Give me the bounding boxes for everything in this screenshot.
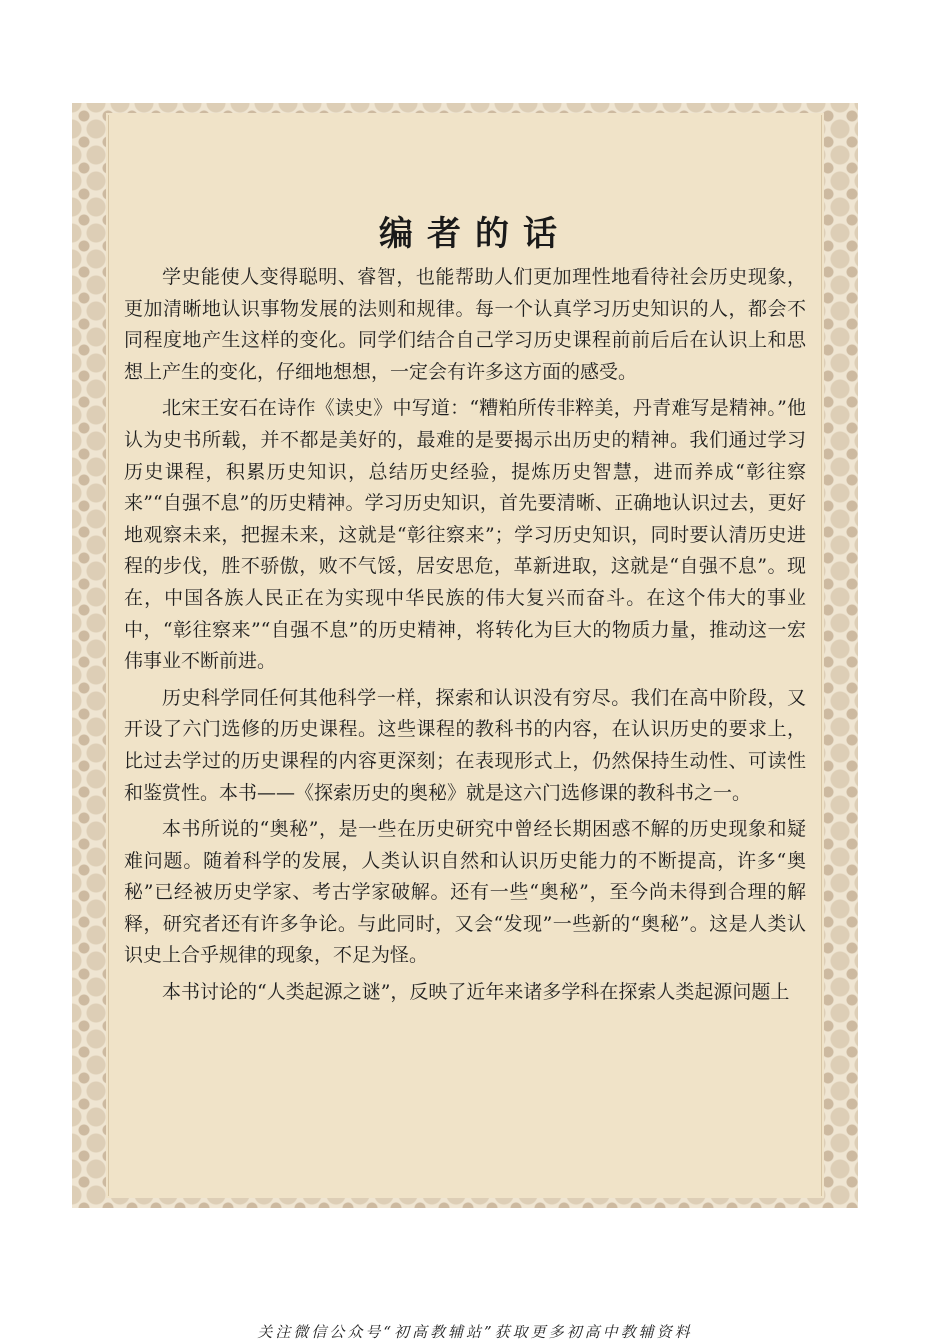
paragraph-3: 历史科学同任何其他科学一样，探索和认识没有穷尽。我们在高中阶段，又开设了六门选修的历史课程。这些课程的教科书的内容，在认识历史的要求上，比过去学过的历史课程的内容更深刻；在表现形式上，仍然保持生动性、可读性和鉴赏性。本书——《探索历史的奥秘》就是这六门选修课的教科书之一。 <box>124 686 806 804</box>
paragraph-4: 本书所说的“奥秘”，是一些在历史研究中曾经长期困惑不解的历史现象和疑难问题。随着科学的发展，人类认识自然和认识历史能力的不断提高，许多“奥秘”已经被历史学家、考古学家破解。还有一些“奥秘”，至今尚未得到合理的解释，研究者还有许多争论。与此同时，又会“发现”一些新的“奥秘”。这是人类认识史上合乎规律的现象，不足为怪。 <box>124 818 806 967</box>
paragraph-1: 学史能使人变得聪明、睿智，也能帮助人们更加理性地看待社会历史现象，更加清晰地认识事物发展的法则和规律。每一个认真学习历史知识的人，都会不同程度地产生这样的变化。同学们结合自己学习历史课程前前后后在认识上和思想上产生的变化，仔细地想想，一定会有许多这方面的感受。 <box>124 266 806 383</box>
body-text <box>124 262 806 1014</box>
page-title: 编者的话 <box>379 213 571 254</box>
paragraph-2: 北宋王安石在诗作《读史》中写道：“糟粕所传非粹美，丹青难写是精神。”他认为史书所载，并不都是美好的，最难的是要揭示出历史的精神。我们通过学习历史课程，积累历史知识，总结历史经验，提炼历史智慧，进而养成“彰往察来”“自强不息”的历史精神。学习历史知识，首先要清晰、正确地认识过去，更好地观察未来，把握未来，这就是“彰往察来”；学习历史知识，同时要认清历史进程的步伐，胜不骄傲，败不气馁，居安思危，革新进取，这就是“自强不息”。现在，中国各族人民正在为实现中华民族的伟大复兴而奋斗。在这个伟大的事业中，“彰往察来”“自强不息”的历史精神，将转化为巨大的物质力量，推动这一宏伟事业不断前进。 <box>124 397 806 673</box>
footer-note: 关注微信公众号“初高教辅站”获取更多初高中教辅资料 <box>257 1323 693 1341</box>
paragraph-5: 本书讨论的“人类起源之谜”，反映了近年来诸多学科在探索人类起源问题上 <box>162 981 790 1004</box>
